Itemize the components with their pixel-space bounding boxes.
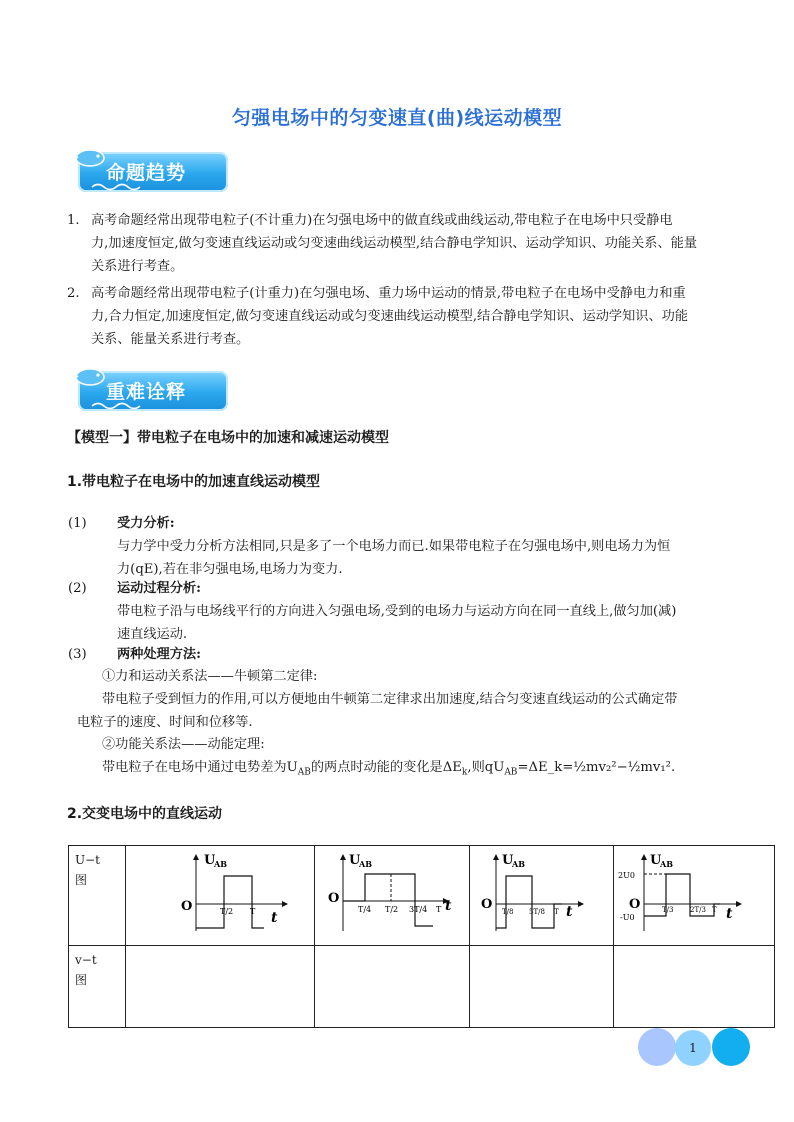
item-number: (1) <box>68 516 87 531</box>
svg-text:U: U <box>349 853 361 868</box>
svg-text:T/3: T/3 <box>662 906 674 914</box>
svg-text:AB: AB <box>512 859 525 869</box>
item-text: 带电粒子沿与电场线平行的方向进入匀强电场,受到的电场力与运动方向在同一直线上,做匀加(减) 速直线运动. <box>117 604 677 642</box>
list-item: 高考命题经常出现带电粒子(不计重力)在匀强电场中的做直线或曲线运动,带电粒子在电场中只受静电 力,加速度恒定,做匀变速直线运动或匀变速曲线运动模型,结合静电学知识、运动学知识、功能关系、能量 关系进行考查。 <box>91 213 698 274</box>
ut-graph-cell <box>614 846 775 946</box>
item-heading: 运动过程分析: <box>117 581 201 596</box>
svg-text:t: t <box>445 898 452 914</box>
subsection-heading: 1.带电粒子在电场中的加速直线运动模型 <box>67 474 321 490</box>
list-item: 高考命题经常出现带电粒子(计重力)在匀强电场、重力场中运动的情景,带电粒子在电场中受静电力和重 力,合力恒定,加速度恒定,做匀变速直线运动或匀变速曲线运动模型,结合静电学知识、运动学知识、功能 关系、能量关系进行考查。 <box>91 286 689 347</box>
svg-text:t: t <box>726 906 733 922</box>
ut-graph-3 <box>470 846 613 941</box>
item-number: (3) <box>68 647 87 662</box>
svg-text:2T/3: 2T/3 <box>690 906 706 914</box>
svg-text:T: T <box>436 905 442 914</box>
svg-text:t: t <box>566 904 573 920</box>
section-banner-key-points <box>70 363 232 419</box>
method-formula-line: 带电粒子在电场中通过电势差为$U_{AB}$的两点时动能的变化是$\Delta E_k$,则$qU_{AB}=\Delta E\_k=\frac{1}{2}mv_2^2-\frac{1}{2}mv_1^2$. <box>102 760 676 778</box>
item-number: (2) <box>68 581 87 596</box>
svg-text:AB: AB <box>660 859 673 869</box>
row-label-vt: v−t 图 <box>69 946 126 1028</box>
svg-text:T/8: T/8 <box>502 908 514 916</box>
svg-text:O: O <box>181 899 193 914</box>
svg-text:AB: AB <box>214 859 227 869</box>
ut-graph-4 <box>614 846 774 941</box>
model-heading: 【模型一】带电粒子在电场中的加速和减速运动模型 <box>67 430 389 446</box>
graph-table <box>68 845 775 1028</box>
vt-graph-cell <box>614 946 775 1028</box>
page-dot-decoration <box>638 1028 676 1066</box>
list-number: 2. <box>67 286 80 301</box>
document-title: 匀强电场中的匀变速直(曲)线运动模型 <box>231 107 563 129</box>
ut-graph-cell <box>315 846 470 946</box>
ut-graph-1 <box>126 846 314 941</box>
svg-text:O: O <box>481 897 493 912</box>
method-text: 带电粒子受到恒力的作用,可以方便地由牛顿第二定律求出加速度,结合匀变速直线运动的公式确定带 电粒子的速度、时间和位移等. <box>77 692 678 730</box>
item-text: 与力学中受力分析方法相同,只是多了一个电场力而已.如果带电粒子在匀强电场中,则电场力为恒 力(qE),若在非匀强电场,电场力为变力. <box>117 539 671 577</box>
section-banner-trend <box>70 144 232 200</box>
svg-text:T: T <box>250 907 256 916</box>
energy-formula: =ΔE_k=½mv₂²−½mv₁². <box>517 760 676 775</box>
svg-text:t: t <box>271 910 278 926</box>
method-heading: ①力和运动关系法——牛顿第二定律: <box>102 669 318 684</box>
svg-text:T/4: T/4 <box>358 905 372 914</box>
list-number: 1. <box>67 213 80 228</box>
section-label: 命题趋势 <box>106 162 187 184</box>
svg-text:O: O <box>629 897 641 912</box>
svg-text:T: T <box>554 908 559 916</box>
section-label: 重难诠释 <box>106 381 187 403</box>
ut-graph-cell <box>126 846 315 946</box>
svg-text:U: U <box>502 853 514 868</box>
vt-graph-cell <box>470 946 614 1028</box>
page-number: 1 <box>689 1041 697 1055</box>
row-label-ut: U−t 图 <box>69 846 126 946</box>
svg-text:2U0: 2U0 <box>618 871 635 880</box>
method-heading: ②功能关系法——动能定理: <box>102 737 265 752</box>
svg-text:U: U <box>204 853 216 868</box>
subsection-heading: 2.交变电场中的直线运动 <box>67 806 223 822</box>
vt-graph-cell <box>126 946 315 1028</box>
svg-text:U: U <box>650 853 662 868</box>
svg-text:3T/4: 3T/4 <box>409 905 428 914</box>
svg-text:T/2: T/2 <box>385 905 399 914</box>
vt-graph-cell <box>315 946 470 1028</box>
ut-graph-cell <box>470 846 614 946</box>
svg-text:-U0: -U0 <box>620 913 635 922</box>
ut-graph-2 <box>315 846 469 941</box>
page-dot-decoration <box>712 1028 750 1066</box>
item-heading: 受力分析: <box>117 516 175 531</box>
svg-text:O: O <box>328 891 340 906</box>
item-heading: 两种处理方法: <box>117 647 201 662</box>
svg-text:AB: AB <box>359 859 372 869</box>
svg-text:T/2: T/2 <box>220 907 234 916</box>
svg-text:T: T <box>712 906 717 914</box>
svg-text:5T/8: 5T/8 <box>529 908 545 916</box>
page-number-badge <box>675 1030 711 1066</box>
